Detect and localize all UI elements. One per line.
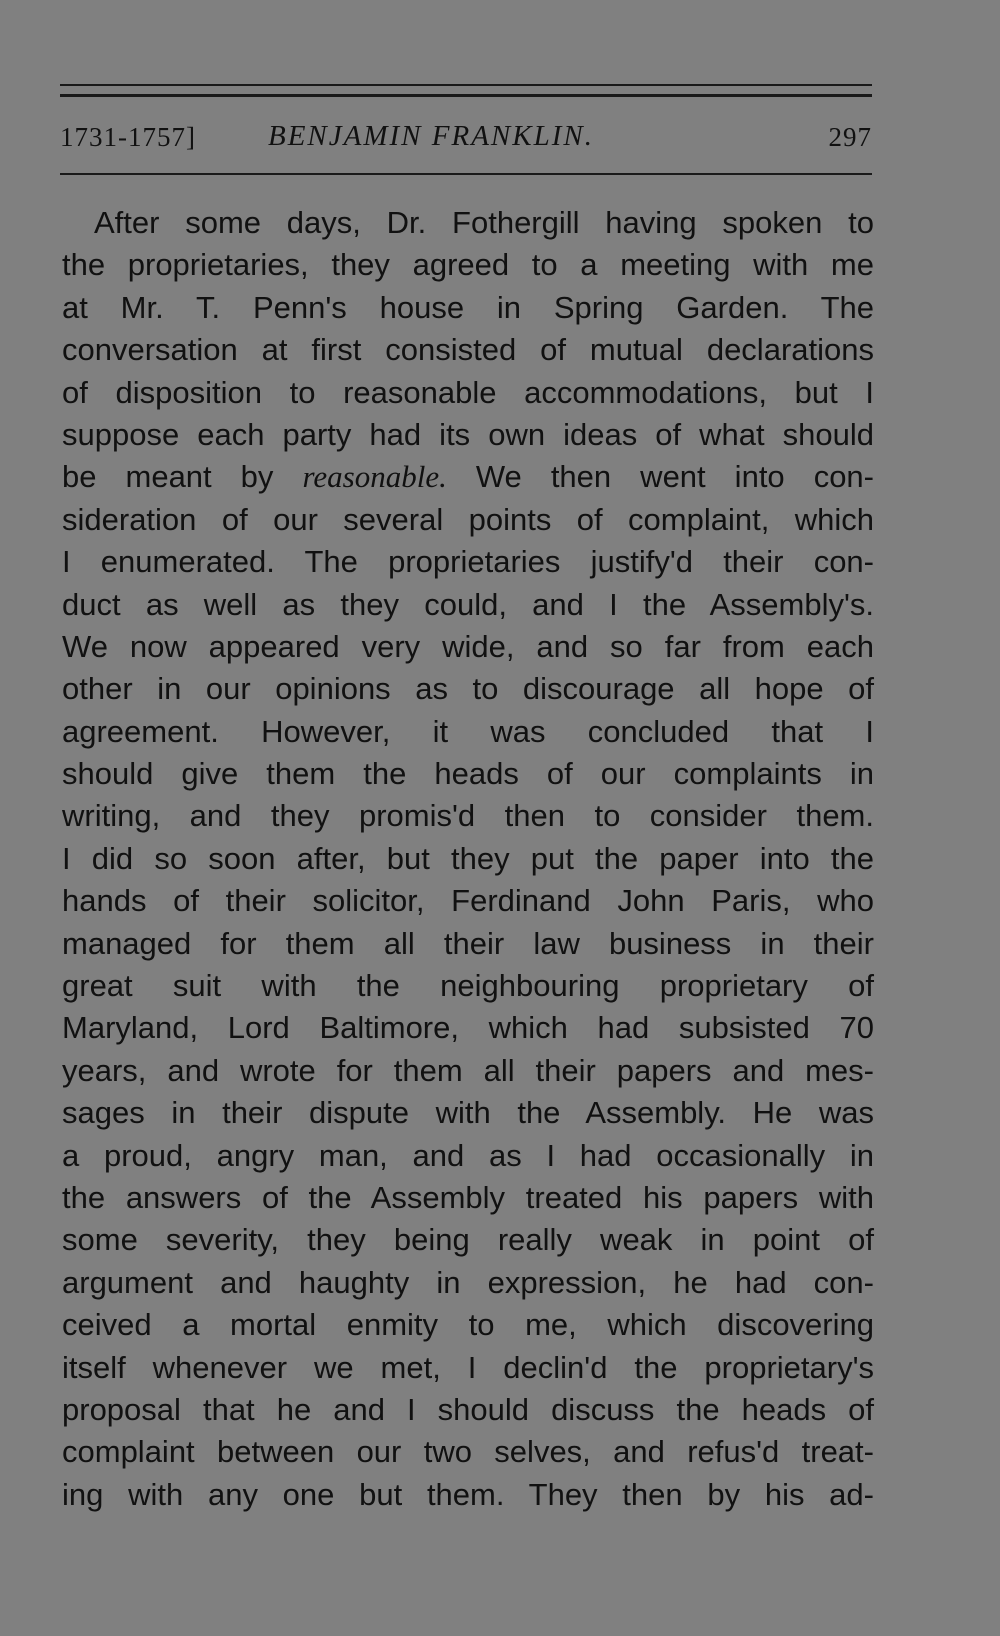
text-line: complaint between our two selves, and refus'd treat-: [62, 1434, 874, 1470]
running-head: [60, 118, 872, 158]
text-line: We now appeared very wide, and so far from each: [62, 628, 874, 664]
top-double-rule-lower: [60, 94, 872, 97]
text-fragment: We then went into con-: [475, 459, 874, 495]
text-line: writing, and they promis'd then to consider them.: [62, 798, 874, 834]
text-line: duct as well as they could, and I the Assembly's.: [62, 586, 874, 622]
text-line: sideration of our several points of complaint, which: [62, 501, 874, 537]
running-head-dates: 1731-1757]: [60, 122, 196, 152]
top-double-rule-upper: [60, 84, 872, 86]
text-line-with-italic: [62, 456, 874, 498]
text-line: conversation at first consisted of mutual declarations: [62, 332, 874, 368]
text-line: managed for them all their law business in their: [62, 925, 874, 961]
text-line: After some days, Dr. Fothergill having spoken to: [94, 205, 874, 240]
text-line: suppose each party had its own ideas of what should: [62, 416, 874, 452]
text-line: I did so soon after, but they put the paper into the: [62, 840, 874, 876]
text-line: ceived a mortal enmity to me, which discovering: [62, 1307, 874, 1343]
text-line: years, and wrote for them all their papers and mes-: [62, 1052, 874, 1088]
page-number: 297: [828, 122, 872, 152]
text-line: other in our opinions as to discourage all hope of: [62, 671, 874, 707]
text-line: argument and haughty in expression, he had con-: [62, 1264, 874, 1300]
italic-word: reasonable.: [302, 459, 447, 495]
text-line: the answers of the Assembly treated his papers with: [62, 1179, 874, 1215]
text-line: of disposition to reasonable accommodations, but I: [62, 374, 874, 410]
header-underline: [60, 173, 872, 175]
text-line: proposal that he and I should discuss the heads of: [62, 1391, 874, 1427]
text-line: sages in their dispute with the Assembly. He was: [62, 1095, 874, 1131]
text-line: hands of their solicitor, Ferdinand John Paris, who: [62, 883, 874, 919]
text-line: a proud, angry man, and as I had occasionally in: [62, 1137, 874, 1173]
body-text: [62, 202, 874, 1516]
text-line: ing with any one but them. They then by his ad-: [62, 1476, 874, 1512]
text-line: should give them the heads of our complaints in: [62, 756, 874, 792]
running-head-title: BENJAMIN FRANKLIN.: [268, 120, 594, 152]
text-fragment: be meant by: [62, 459, 274, 495]
text-line: some severity, they being really weak in point of: [62, 1222, 874, 1258]
text-line: itself whenever we met, I declin'd the proprietary's: [62, 1349, 874, 1385]
text-line: the proprietaries, they agreed to a meeting with me: [62, 247, 874, 283]
text-line: agreement. However, it was concluded that I: [62, 713, 874, 749]
text-line: I enumerated. The proprietaries justify'd their con-: [62, 544, 874, 580]
text-line: great suit with the neighbouring proprietary of: [62, 968, 874, 1004]
text-line: Maryland, Lord Baltimore, which had subsisted 70: [62, 1010, 874, 1046]
text-line: at Mr. T. Penn's house in Spring Garden. The: [62, 289, 874, 325]
